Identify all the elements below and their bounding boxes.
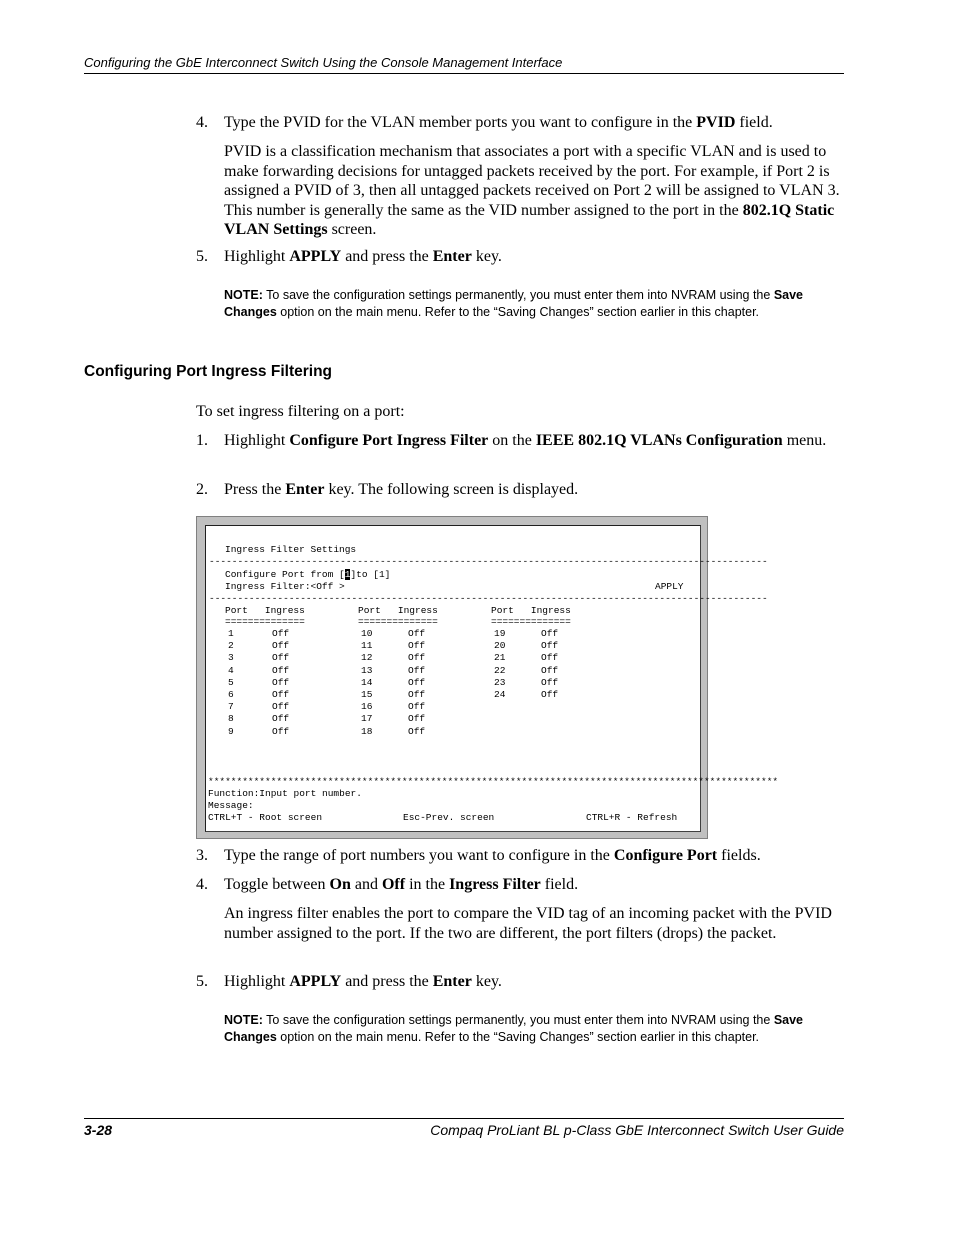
- port-number: 6: [228, 689, 234, 700]
- note-text: To save the configuration settings permanently, you must enter them into NVRAM using the: [262, 288, 774, 302]
- step-bold: Off: [381, 876, 406, 893]
- step-text: on the: [488, 432, 536, 449]
- step-bold: Enter: [432, 973, 472, 990]
- port-number: 21: [494, 652, 506, 664]
- ingress-value[interactable]: Off: [408, 640, 426, 652]
- note-save-changes: [224, 287, 844, 320]
- ingress-value[interactable]: Off: [272, 676, 290, 688]
- page-footer: [84, 1118, 844, 1138]
- ingress-value[interactable]: Off: [272, 664, 290, 676]
- step-text: menu.: [782, 432, 827, 449]
- port-number: 20: [494, 640, 506, 652]
- configure-port-row: [225, 569, 390, 581]
- step-text: Highlight: [224, 432, 290, 449]
- note-label: NOTE:: [224, 1013, 263, 1027]
- footer-title: Compaq ProLiant BL p-Class GbE Interconnect Switch User Guide: [430, 1122, 844, 1138]
- note-bold: Save Changes: [224, 288, 804, 319]
- port-number: 18: [361, 725, 373, 737]
- port-number: 24: [494, 689, 506, 700]
- step-bold: On: [329, 876, 351, 893]
- step-text: field.: [540, 876, 579, 893]
- para-text: PVID is a classification mechanism that associates a port with a specific VLAN and is used to make forwarding decisions for untagged packets received by the port. For example, if Port 2 is assigned a PVID of 3, then all untagged packets received on Port 2 will be assigned to VLAN 3. This number is generally the same as the VID number assigned to the port in the: [224, 143, 840, 219]
- step-bold: Configure Port Ingress Filter: [289, 432, 489, 449]
- ingress-value[interactable]: Off: [541, 640, 559, 652]
- port-number: 2: [228, 640, 234, 652]
- step-number: 3.: [196, 847, 208, 864]
- step-number: 5.: [196, 973, 208, 990]
- step-text: Press the: [224, 481, 286, 498]
- ingress-value[interactable]: Off: [408, 664, 426, 676]
- console-screenshot: [196, 516, 779, 839]
- column-underline: ==============: [491, 616, 571, 627]
- step-text: key.: [471, 973, 502, 990]
- port-number: 3: [228, 652, 234, 664]
- key-root-screen[interactable]: CTRL+T - Root screen: [208, 812, 323, 823]
- configure-port-label: Configure Port from [: [225, 569, 345, 580]
- step-bold: Configure Port: [613, 847, 718, 864]
- step-number: 4.: [196, 876, 208, 893]
- ingress-filter-toggle[interactable]: <Off >: [310, 581, 345, 592]
- step-bold: APPLY: [289, 248, 342, 265]
- port-number: 22: [494, 664, 506, 676]
- note-text: option on the main menu. Refer to the “Saving Changes” section earlier in this chapter.: [276, 1029, 760, 1044]
- column-header-1: Port Ingress: [225, 605, 305, 616]
- step-1-highlight: [196, 431, 844, 451]
- step-bold: Enter: [285, 481, 325, 498]
- running-header: Configuring the GbE Interconnect Switch Using the Console Management Interface: [84, 55, 844, 74]
- step-bold: PVID: [696, 114, 736, 131]
- console-screen: [205, 525, 779, 832]
- apply-button[interactable]: APPLY: [655, 581, 684, 592]
- port-number: 16: [361, 701, 373, 713]
- step-text: and press the: [341, 248, 433, 265]
- port-number: 11: [361, 640, 373, 652]
- ingress-value[interactable]: Off: [541, 652, 559, 664]
- ingress-value[interactable]: Off: [541, 664, 559, 676]
- port-number: 19: [494, 628, 506, 639]
- step-text: in the: [405, 876, 450, 893]
- column-header-3: Port Ingress: [491, 605, 571, 616]
- step-2-press-enter: [196, 480, 844, 500]
- step-text: and: [350, 876, 382, 893]
- ingress-value[interactable]: Off: [408, 689, 426, 700]
- port-number: 8: [228, 713, 234, 725]
- step-number: 2.: [196, 481, 208, 498]
- step-4-pvid: [196, 113, 844, 133]
- message-line: Message:: [208, 800, 254, 811]
- ingress-value[interactable]: Off: [408, 713, 426, 725]
- port-number: 4: [228, 664, 234, 676]
- port-number: 15: [361, 689, 373, 700]
- step-text: fields.: [717, 847, 761, 864]
- console-star-divider: ****************************************************************************************************: [208, 776, 779, 787]
- para-bold: 802.1Q Static VLAN Settings: [224, 201, 835, 238]
- ingress-value[interactable]: Off: [541, 628, 559, 639]
- port-from-input[interactable]: 1: [344, 569, 351, 580]
- ingress-value[interactable]: Off: [541, 689, 559, 700]
- note-text: option on the main menu. Refer to the “Saving Changes” section earlier in this chapter.: [276, 304, 760, 319]
- step-bold: Ingress Filter: [449, 876, 541, 893]
- step-text: key.: [471, 248, 502, 265]
- step-3-type-range: [196, 846, 844, 866]
- step-number: 4.: [196, 114, 208, 131]
- step-text: Highlight: [224, 248, 290, 265]
- step-text: and press the: [341, 973, 433, 990]
- ingress-value[interactable]: Off: [408, 676, 426, 688]
- step-bold: Enter: [432, 248, 472, 265]
- step-5-apply: [196, 247, 844, 267]
- port-number: 5: [228, 676, 234, 688]
- intro-text: To set ingress filtering on a port:: [196, 403, 405, 420]
- step-5-apply: [196, 972, 844, 992]
- key-refresh[interactable]: CTRL+R - Refresh: [586, 812, 678, 823]
- step-text: Toggle between: [224, 876, 330, 893]
- note-save-changes: [224, 1012, 844, 1045]
- ingress-value[interactable]: Off: [272, 701, 290, 713]
- port-number: 1: [228, 628, 234, 639]
- ingress-value[interactable]: Off: [272, 689, 290, 700]
- port-to-input[interactable]: 1: [378, 569, 385, 580]
- port-to-label: ]to [: [350, 569, 379, 580]
- step-text: key. The following screen is displayed.: [324, 481, 579, 498]
- step-text: Type the PVID for the VLAN member ports you want to configure in the: [224, 114, 697, 131]
- port-number: 17: [361, 713, 373, 725]
- column-underline: ==============: [225, 616, 305, 627]
- port-number: 23: [494, 676, 506, 688]
- port-number: 7: [228, 701, 234, 713]
- section-heading: Configuring Port Ingress Filtering: [84, 363, 332, 380]
- ingress-paragraph: An ingress filter enables the port to compare the VID tag of an incoming packet with the PVID number assigned to the port. If the two are different, the port filters (drops) the packet.: [224, 905, 832, 942]
- column-header-2: Port Ingress: [358, 605, 438, 616]
- function-line: Function:Input port number.: [208, 788, 362, 799]
- ingress-value[interactable]: Off: [272, 640, 290, 652]
- step-bold: APPLY: [289, 973, 342, 990]
- note-text: To save the configuration settings permanently, you must enter them into NVRAM using the: [262, 1013, 774, 1027]
- step-text: Type the range of port numbers you want to configure in the: [224, 847, 614, 864]
- console-divider: --------------------------------------------------------------------------------------------------: [209, 593, 768, 604]
- ingress-value[interactable]: Off: [272, 713, 290, 725]
- ingress-filter-label: Ingress Filter:: [225, 581, 311, 592]
- ingress-value[interactable]: Off: [541, 676, 559, 688]
- note-bold: Save Changes: [224, 1013, 804, 1044]
- step-bold: IEEE 802.1Q VLANs Configuration: [535, 432, 783, 449]
- port-number: 10: [361, 628, 373, 639]
- page-number: 3-28: [84, 1122, 113, 1138]
- ingress-value[interactable]: Off: [408, 725, 426, 737]
- step-text: Highlight: [224, 973, 290, 990]
- ingress-value[interactable]: Off: [408, 701, 426, 713]
- ingress-filter-row: [225, 581, 345, 593]
- step-number: 5.: [196, 248, 208, 265]
- console-divider: --------------------------------------------------------------------------------------------------: [209, 556, 768, 567]
- ingress-value[interactable]: Off: [408, 628, 426, 639]
- ingress-value[interactable]: Off: [408, 652, 426, 664]
- para-text: screen.: [327, 221, 377, 238]
- step-number: 1.: [196, 432, 208, 449]
- port-number: 12: [361, 652, 373, 664]
- step-text: field.: [735, 114, 773, 131]
- key-prev-screen[interactable]: Esc-Prev. screen: [403, 812, 495, 823]
- port-number: 13: [361, 664, 373, 676]
- ingress-value[interactable]: Off: [272, 725, 290, 737]
- column-underline: ==============: [358, 616, 438, 627]
- port-number: 9: [228, 725, 234, 737]
- note-label: NOTE:: [224, 288, 263, 302]
- pvid-paragraph: [224, 142, 844, 240]
- ingress-value[interactable]: Off: [272, 652, 290, 664]
- port-number: 14: [361, 676, 373, 688]
- ingress-value[interactable]: Off: [272, 628, 290, 639]
- step-4-toggle: [196, 875, 844, 895]
- console-title: Ingress Filter Settings: [225, 544, 357, 555]
- port-to-close: ]: [384, 569, 391, 580]
